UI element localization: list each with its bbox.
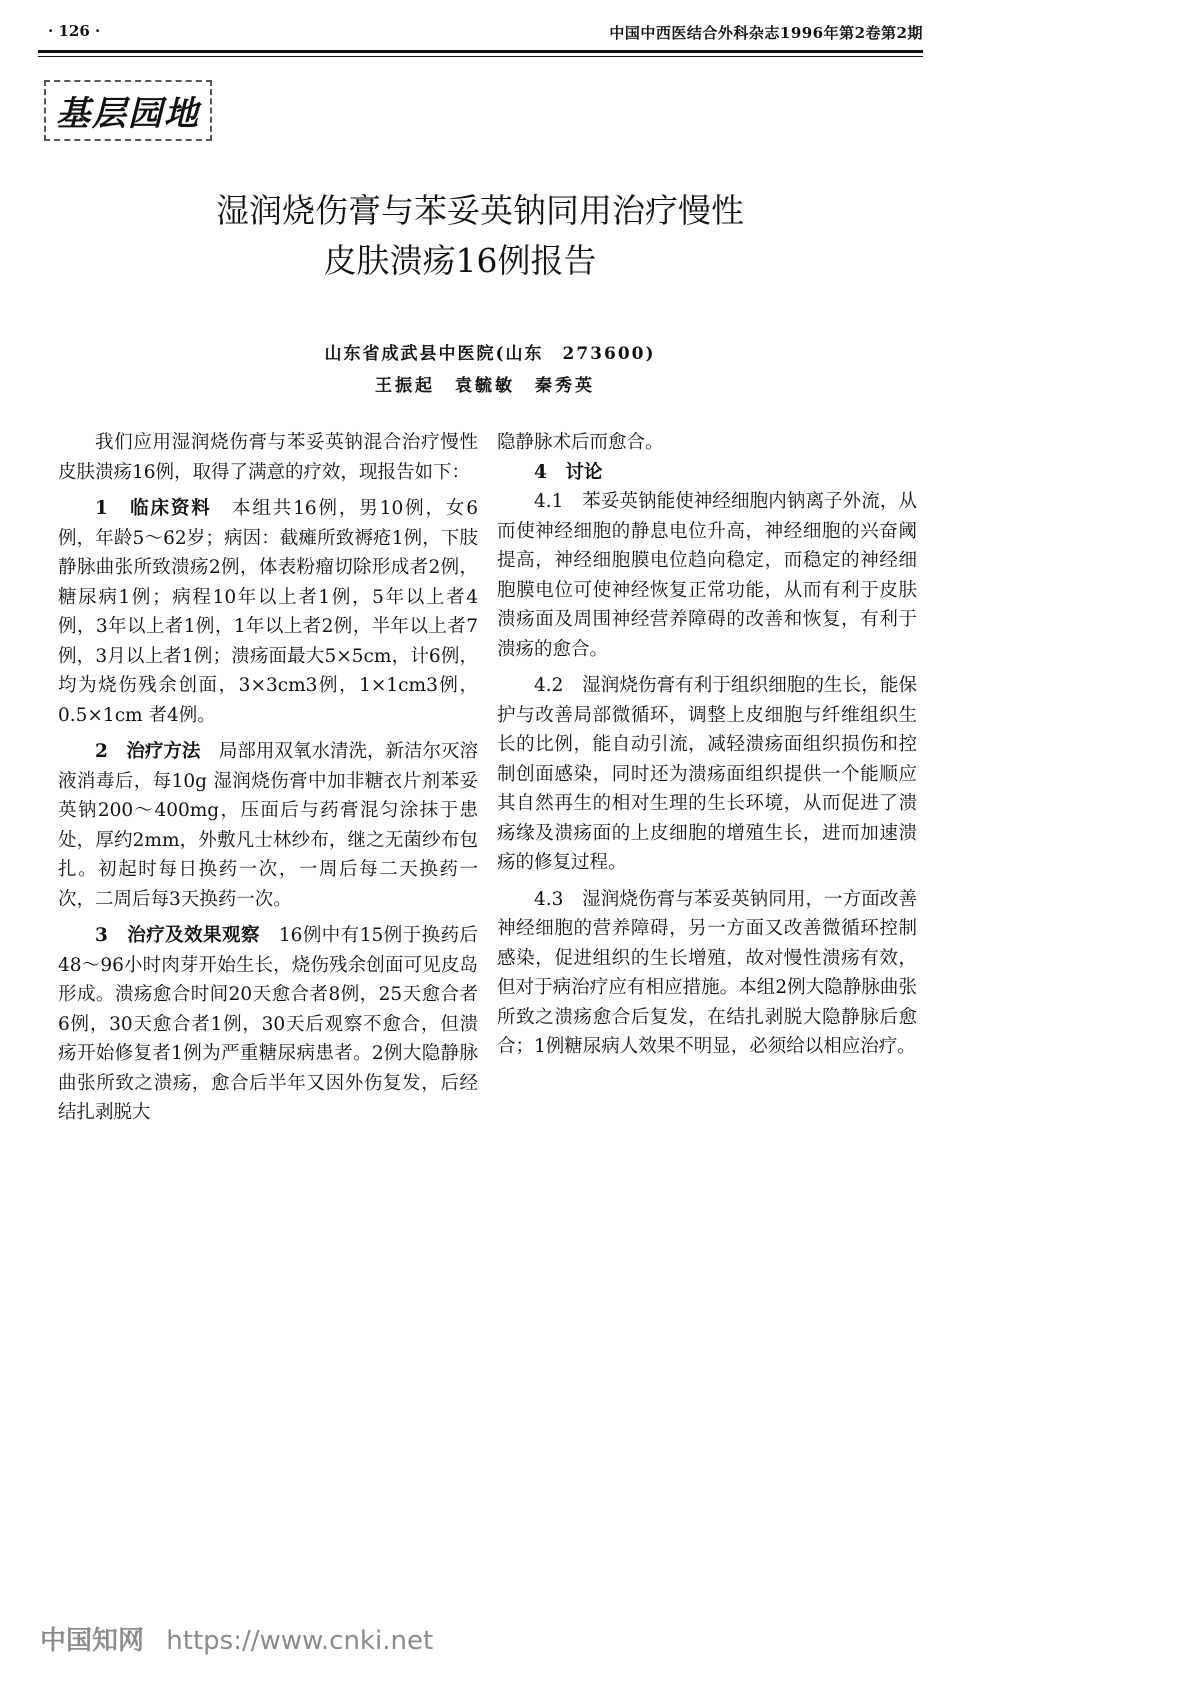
authors: 王振起 袁毓敏 秦秀英 [375,376,595,396]
section-3-continuation: 隐静脉术后而愈合。 [497,432,664,453]
title-line-1: 湿润烧伤膏与苯妥英钠同用治疗慢性 [216,191,744,230]
body-column-left [58,428,478,1128]
affiliation-block [40,338,920,402]
section-3-text: 16例中有15例于换药后48～96小时肉芽开始生长，烧伤残余创面可见皮岛形成。溃疡愈合时间20天愈合者8例，25天愈合者6例，30天愈合者1例，30天后观察不愈合，但溃疡开始修复者1例为严重糖尿病患者。2例大隐静脉曲张所致之溃疡，愈合后半年又因外伤复发，后经结扎剥脱大 [58,925,478,1123]
section-1-heading: 1 临床资料 [95,498,212,519]
institution: 山东省成武县中医院(山东 273600) [324,344,656,364]
title-line-2: 皮肤溃疡16例报告 [323,241,597,280]
section-4-3-paragraph: 4.3 湿润烧伤膏与苯妥英钠同用，一方面改善神经细胞的营养障碍，另一方面又改善微循环控制感染，促进组织的生长增殖，故对慢性溃疡有效，但对于病治疗应有相应措施。本组2例大隐静脉曲张所致之溃疡愈合后复发，在结扎剥脱大隐静脉后愈合；1例糖尿病人效果不明显，必须给以相应治疗。 [497,888,917,1057]
page-number: · 126 · [48,22,101,40]
section-4-1-paragraph: 4.1 苯妥英钠能使神经细胞内钠离子外流，从而使神经细胞的静息电位升高，神经细胞的兴奋阈提高，神经细胞膜电位趋向稳定，而稳定的神经细胞膜电位可使神经恢复正常功能，从而有利于皮肤溃疡面及周围神经营养障碍的改善和恢复，有利于溃疡的愈合。 [497,491,917,660]
section-2-paragraph [58,737,478,914]
body-column-right [497,428,917,1062]
section-2-heading: 2 治疗方法 [95,741,201,762]
section-4-2-paragraph: 4.2 湿润烧伤膏有利于组织细胞的生长，能保护与改善局部微循环，调整上皮细胞与纤维组织生长的比例，能自动引流，减轻溃疡面组织损伤和控制创面感染，同时还为溃疡面组织提供一个能顺应其自然再生的相对生理的生长环境，从而促进了溃疡缘及溃疡面的上皮细胞的增殖生长，进而加速溃疡的修复过程。 [497,675,917,873]
column-tag: 基层园地 [44,80,212,141]
cnki-watermark [40,1620,433,1657]
section-2-text: 局部用双氧水清洗，新洁尔灭溶液消毒后，每10g 湿润烧伤膏中加非糖衣片剂苯妥英钠200～400mg，压面后与药膏混匀涂抹于患处，厚约2mm，外敷凡士林纱布，继之无菌纱布包扎。初起时每日换药一次，一周后每二天换药一次，二周后每3天换药一次。 [58,741,478,910]
section-3-heading: 3 治疗及效果观察 [95,925,260,946]
article-title [40,186,920,286]
section-3-paragraph [58,921,478,1128]
header-rule-thick [38,50,923,53]
section-1-paragraph [58,494,478,730]
running-header [38,14,923,50]
header-rule-thin [38,56,923,57]
intro-paragraph: 我们应用湿润烧伤膏与苯妥英钠混合治疗慢性皮肤溃疡16例，取得了满意的疗效，现报告如下： [58,432,478,483]
section-1-text: 本组共16例，男10例，女6例，年龄5～62岁；病因：截瘫所致褥疮1例，下肢静脉曲张所致溃疡2例，体表粉瘤切除形成者2例，糖尿病1例；病程10年以上者1例，5年以上者4例，3年以上者1例，1年以上者2例，半年以上者7例，3月以上者1例；溃疡面最大5×5cm，计6例，均为烧伤残余创面，3×3cm3例，1×1cm3例，0.5×1cm 者4例。 [58,498,478,726]
cnki-brand: 中国知网 [40,1626,145,1656]
journal-citation: 中国中西医结合外科杂志1996年第2卷第2期 [609,24,923,42]
cnki-url: https://www.cnki.net [166,1626,434,1656]
section-4-heading: 4 讨论 [534,461,603,483]
